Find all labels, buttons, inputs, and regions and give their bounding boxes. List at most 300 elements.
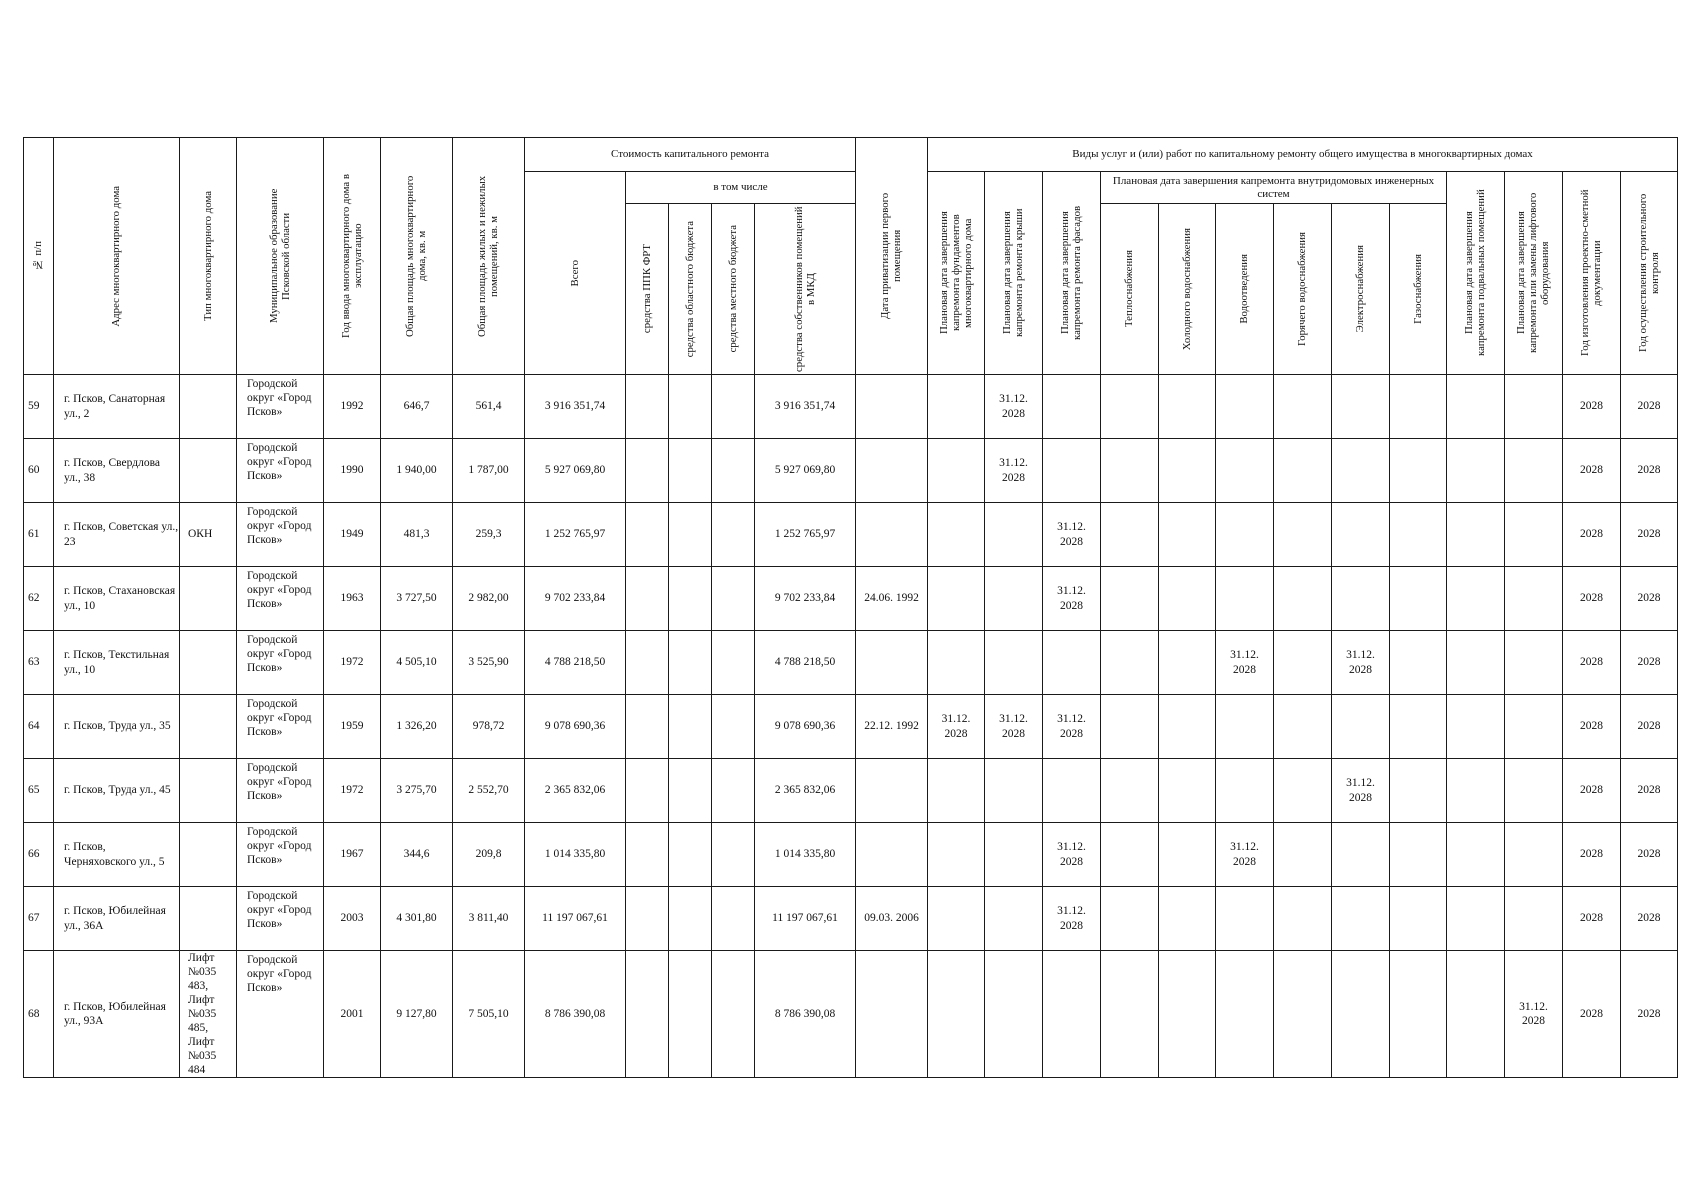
cell-local-budget	[712, 887, 755, 951]
header-privatization-date: Дата приватизации первого помещения	[856, 138, 928, 375]
cell-privatization-date: 24.06. 1992	[856, 567, 928, 631]
cell-owners-funds: 2 365 832,06	[755, 759, 856, 823]
cell-municipality: Городской округ «Город Псков»	[237, 695, 324, 759]
cell-municipality: Городской округ «Город Псков»	[237, 503, 324, 567]
cell-construction-control-year: 2028	[1621, 887, 1678, 951]
cell-basement	[1447, 567, 1505, 631]
cell-design-docs-year: 2028	[1563, 823, 1621, 887]
cell-ppk-frt	[626, 695, 669, 759]
cell-gas	[1390, 887, 1447, 951]
cell-foundation	[928, 887, 985, 951]
cell-hot-water	[1274, 439, 1332, 503]
cell-foundation	[928, 759, 985, 823]
cell-ppk-frt	[626, 503, 669, 567]
header-works-group: Виды услуг и (или) работ по капитальному ремонту общего имущества в многоквартирных домах	[928, 138, 1678, 172]
cell-municipality: Городской округ «Город Псков»	[237, 375, 324, 439]
header-address: Адрес многоквартирного дома	[54, 138, 180, 375]
cell-hot-water	[1274, 887, 1332, 951]
cell-electricity	[1332, 375, 1390, 439]
cell-gas	[1390, 759, 1447, 823]
cell-municipality: Городской округ «Город Псков»	[237, 631, 324, 695]
cell-basement	[1447, 503, 1505, 567]
cell-num: 67	[24, 887, 54, 951]
cell-living-area: 1 787,00	[453, 439, 525, 503]
cell-elevator	[1505, 759, 1563, 823]
cell-drainage	[1216, 375, 1274, 439]
cell-hot-water	[1274, 823, 1332, 887]
header-regional-budget: средства областного бюджета	[669, 204, 712, 375]
cell-cold-water	[1159, 759, 1216, 823]
cell-year-built: 2001	[324, 951, 381, 1078]
cell-elevator	[1505, 823, 1563, 887]
cell-basement	[1447, 695, 1505, 759]
header-local-budget: средства местного бюджета	[712, 204, 755, 375]
cell-electricity	[1332, 887, 1390, 951]
header-year-built: Год ввода многоквартирного дома в эксплуатацию	[324, 138, 381, 375]
cell-electricity	[1332, 567, 1390, 631]
cell-privatization-date	[856, 375, 928, 439]
cell-heat	[1101, 951, 1159, 1078]
cell-total-area: 1 326,20	[381, 695, 453, 759]
cell-design-docs-year: 2028	[1563, 567, 1621, 631]
cell-year-built: 1967	[324, 823, 381, 887]
cell-owners-funds: 9 702 233,84	[755, 567, 856, 631]
cell-owners-funds: 8 786 390,08	[755, 951, 856, 1078]
cell-facade	[1043, 951, 1101, 1078]
cell-total-area: 344,6	[381, 823, 453, 887]
cell-municipality: Городской округ «Город Псков»	[237, 823, 324, 887]
cell-ppk-frt	[626, 823, 669, 887]
header-engineering-group: Плановая дата завершения капремонта внутридомовых инженерных систем	[1101, 172, 1447, 204]
cell-regional-budget	[669, 695, 712, 759]
header-cold-water: Холодного водоснабжения	[1159, 204, 1216, 375]
header-type: Тип многоквартирного дома	[180, 138, 237, 375]
cell-foundation	[928, 503, 985, 567]
cell-owners-funds: 3 916 351,74	[755, 375, 856, 439]
header-owners-funds: средства собственников помещений в МКД	[755, 204, 856, 375]
cell-total: 8 786 390,08	[525, 951, 626, 1078]
cell-roof: 31.12. 2028	[985, 375, 1043, 439]
cell-total-area: 646,7	[381, 375, 453, 439]
cell-basement	[1447, 759, 1505, 823]
cell-total: 3 916 351,74	[525, 375, 626, 439]
cell-drainage	[1216, 503, 1274, 567]
header-elevator: Плановая дата завершения капремонта или замены лифтового оборудования	[1505, 172, 1563, 375]
cell-elevator	[1505, 375, 1563, 439]
cell-drainage	[1216, 567, 1274, 631]
cell-address: г. Псков, Черняховского ул., 5	[54, 823, 180, 887]
cell-ppk-frt	[626, 375, 669, 439]
cell-regional-budget	[669, 823, 712, 887]
cell-living-area: 978,72	[453, 695, 525, 759]
header-design-docs-year: Год изготовления проектно-сметной документации	[1563, 172, 1621, 375]
cell-construction-control-year: 2028	[1621, 951, 1678, 1078]
cell-owners-funds: 4 788 218,50	[755, 631, 856, 695]
cell-construction-control-year: 2028	[1621, 375, 1678, 439]
cell-total-area: 3 727,50	[381, 567, 453, 631]
cell-electricity	[1332, 823, 1390, 887]
cell-foundation	[928, 951, 985, 1078]
cell-hot-water	[1274, 631, 1332, 695]
cell-type	[180, 695, 237, 759]
cell-living-area: 3 811,40	[453, 887, 525, 951]
table-row	[24, 951, 1678, 1078]
table-header	[24, 138, 1678, 375]
cell-elevator	[1505, 631, 1563, 695]
cell-address: г. Псков, Труда ул., 35	[54, 695, 180, 759]
header-roof: Плановая дата завершения капремонта ремонта крыши	[985, 172, 1043, 375]
cell-living-area: 3 525,90	[453, 631, 525, 695]
table-body	[24, 375, 1678, 1078]
header-construction-control-year: Год осуществления строительного контроля	[1621, 172, 1678, 375]
cell-cold-water	[1159, 439, 1216, 503]
cell-design-docs-year: 2028	[1563, 951, 1621, 1078]
cell-num: 59	[24, 375, 54, 439]
cell-elevator: 31.12. 2028	[1505, 951, 1563, 1078]
cell-hot-water	[1274, 759, 1332, 823]
cell-roof	[985, 951, 1043, 1078]
cell-drainage: 31.12. 2028	[1216, 631, 1274, 695]
cell-regional-budget	[669, 439, 712, 503]
cell-total: 9 078 690,36	[525, 695, 626, 759]
cell-electricity	[1332, 695, 1390, 759]
cell-ppk-frt	[626, 567, 669, 631]
cell-drainage	[1216, 695, 1274, 759]
header-ppk-frt: средства ППК ФРТ	[626, 204, 669, 375]
cell-local-budget	[712, 631, 755, 695]
cell-privatization-date	[856, 631, 928, 695]
cell-year-built: 2003	[324, 887, 381, 951]
cell-basement	[1447, 887, 1505, 951]
cell-year-built: 1972	[324, 631, 381, 695]
cell-foundation	[928, 823, 985, 887]
cell-foundation	[928, 439, 985, 503]
cell-address: г. Псков, Труда ул., 45	[54, 759, 180, 823]
cell-ppk-frt	[626, 887, 669, 951]
table-row	[24, 823, 1678, 887]
cell-total: 5 927 069,80	[525, 439, 626, 503]
cell-design-docs-year: 2028	[1563, 631, 1621, 695]
cell-regional-budget	[669, 631, 712, 695]
cell-elevator	[1505, 887, 1563, 951]
cell-construction-control-year: 2028	[1621, 567, 1678, 631]
cell-type	[180, 375, 237, 439]
cell-ppk-frt	[626, 951, 669, 1078]
cell-gas	[1390, 631, 1447, 695]
cell-cold-water	[1159, 567, 1216, 631]
cell-owners-funds: 5 927 069,80	[755, 439, 856, 503]
cell-basement	[1447, 823, 1505, 887]
cell-drainage: 31.12. 2028	[1216, 823, 1274, 887]
cell-local-budget	[712, 375, 755, 439]
cell-owners-funds: 1 252 765,97	[755, 503, 856, 567]
cell-num: 68	[24, 951, 54, 1078]
header-municipality: Муниципальное образование Псковской области	[237, 138, 324, 375]
cell-design-docs-year: 2028	[1563, 759, 1621, 823]
cell-construction-control-year: 2028	[1621, 759, 1678, 823]
cell-hot-water	[1274, 567, 1332, 631]
cell-regional-budget	[669, 503, 712, 567]
cell-total: 9 702 233,84	[525, 567, 626, 631]
cell-living-area: 259,3	[453, 503, 525, 567]
cell-type	[180, 631, 237, 695]
cell-electricity	[1332, 503, 1390, 567]
cell-municipality: Городской округ «Город Псков»	[237, 567, 324, 631]
cell-electricity	[1332, 439, 1390, 503]
cell-living-area: 7 505,10	[453, 951, 525, 1078]
cell-gas	[1390, 567, 1447, 631]
cell-type: ОКН	[180, 503, 237, 567]
cell-elevator	[1505, 439, 1563, 503]
cell-local-budget	[712, 503, 755, 567]
cell-total-area: 9 127,80	[381, 951, 453, 1078]
cell-construction-control-year: 2028	[1621, 631, 1678, 695]
cell-total-area: 3 275,70	[381, 759, 453, 823]
cell-foundation	[928, 375, 985, 439]
cell-heat	[1101, 823, 1159, 887]
table-row	[24, 567, 1678, 631]
header-including: в том числе	[626, 172, 856, 204]
cell-hot-water	[1274, 951, 1332, 1078]
cell-address: г. Псков, Советская ул., 23	[54, 503, 180, 567]
cell-elevator	[1505, 567, 1563, 631]
cell-facade: 31.12. 2028	[1043, 823, 1101, 887]
cell-regional-budget	[669, 887, 712, 951]
cell-total-area: 1 940,00	[381, 439, 453, 503]
cell-num: 64	[24, 695, 54, 759]
cell-ppk-frt	[626, 759, 669, 823]
header-total-area: Общая площадь многоквартирного дома, кв. м	[381, 138, 453, 375]
cell-local-budget	[712, 823, 755, 887]
cell-facade: 31.12. 2028	[1043, 503, 1101, 567]
cell-basement	[1447, 439, 1505, 503]
cell-privatization-date: 22.12. 1992	[856, 695, 928, 759]
cell-gas	[1390, 503, 1447, 567]
cell-year-built: 1992	[324, 375, 381, 439]
cell-facade: 31.12. 2028	[1043, 567, 1101, 631]
header-heat: Теплоснабжения	[1101, 204, 1159, 375]
cell-electricity: 31.12. 2028	[1332, 631, 1390, 695]
cell-privatization-date	[856, 503, 928, 567]
cell-roof: 31.12. 2028	[985, 439, 1043, 503]
cell-gas	[1390, 695, 1447, 759]
cell-heat	[1101, 567, 1159, 631]
cell-facade	[1043, 759, 1101, 823]
cell-total: 1 014 335,80	[525, 823, 626, 887]
cell-municipality: Городской округ «Город Псков»	[237, 439, 324, 503]
cell-cold-water	[1159, 695, 1216, 759]
cell-year-built: 1959	[324, 695, 381, 759]
cell-type	[180, 823, 237, 887]
cell-heat	[1101, 759, 1159, 823]
cell-address: г. Псков, Свердлова ул., 38	[54, 439, 180, 503]
cell-cold-water	[1159, 951, 1216, 1078]
cell-electricity: 31.12. 2028	[1332, 759, 1390, 823]
cell-municipality: Городской округ «Город Псков»	[237, 759, 324, 823]
cell-design-docs-year: 2028	[1563, 695, 1621, 759]
cell-drainage	[1216, 759, 1274, 823]
cell-hot-water	[1274, 695, 1332, 759]
cell-foundation	[928, 567, 985, 631]
cell-drainage	[1216, 887, 1274, 951]
cell-construction-control-year: 2028	[1621, 823, 1678, 887]
cell-total-area: 481,3	[381, 503, 453, 567]
header-hot-water: Горячего водоснабжения	[1274, 204, 1332, 375]
cell-ppk-frt	[626, 439, 669, 503]
cell-roof	[985, 631, 1043, 695]
cell-design-docs-year: 2028	[1563, 887, 1621, 951]
cell-construction-control-year: 2028	[1621, 695, 1678, 759]
cell-owners-funds: 11 197 067,61	[755, 887, 856, 951]
cell-total: 2 365 832,06	[525, 759, 626, 823]
cell-design-docs-year: 2028	[1563, 503, 1621, 567]
cell-type: Лифт №035 483, Лифт №035 485, Лифт №035 484	[180, 951, 237, 1078]
table-row	[24, 695, 1678, 759]
cell-construction-control-year: 2028	[1621, 439, 1678, 503]
cell-design-docs-year: 2028	[1563, 439, 1621, 503]
cell-privatization-date	[856, 759, 928, 823]
cell-local-budget	[712, 759, 755, 823]
cell-basement	[1447, 375, 1505, 439]
cell-total-area: 4 505,10	[381, 631, 453, 695]
header-foundation: Плановая дата завершения капремонта фундаментов многоквартирного дома	[928, 172, 985, 375]
cell-drainage	[1216, 951, 1274, 1078]
cell-heat	[1101, 439, 1159, 503]
header-drainage: Водоотведения	[1216, 204, 1274, 375]
cell-roof	[985, 759, 1043, 823]
cell-roof	[985, 503, 1043, 567]
cell-gas	[1390, 375, 1447, 439]
cell-local-budget	[712, 567, 755, 631]
cell-hot-water	[1274, 375, 1332, 439]
cell-basement	[1447, 631, 1505, 695]
cell-gas	[1390, 439, 1447, 503]
cell-facade: 31.12. 2028	[1043, 887, 1101, 951]
cell-num: 62	[24, 567, 54, 631]
cell-heat	[1101, 375, 1159, 439]
cell-owners-funds: 1 014 335,80	[755, 823, 856, 887]
cell-heat	[1101, 695, 1159, 759]
cell-address: г. Псков, Юбилейная ул., 36А	[54, 887, 180, 951]
cell-local-budget	[712, 695, 755, 759]
header-facade: Плановая дата завершения капремонта ремонта фасадов	[1043, 172, 1101, 375]
cell-privatization-date	[856, 823, 928, 887]
cell-regional-budget	[669, 375, 712, 439]
cell-type	[180, 567, 237, 631]
cell-type	[180, 759, 237, 823]
cell-total: 4 788 218,50	[525, 631, 626, 695]
cell-roof	[985, 823, 1043, 887]
header-living-area: Общая площадь жилых и нежилых помещений, кв. м	[453, 138, 525, 375]
cell-ppk-frt	[626, 631, 669, 695]
table-row	[24, 375, 1678, 439]
table-row	[24, 759, 1678, 823]
header-gas: Газоснабжения	[1390, 204, 1447, 375]
cell-num: 60	[24, 439, 54, 503]
cell-privatization-date	[856, 951, 928, 1078]
header-basement: Плановая дата завершения капремонта подвальных помещений	[1447, 172, 1505, 375]
cell-heat	[1101, 887, 1159, 951]
cell-facade	[1043, 631, 1101, 695]
cell-electricity	[1332, 951, 1390, 1078]
cell-total: 11 197 067,61	[525, 887, 626, 951]
table-row	[24, 439, 1678, 503]
cell-living-area: 209,8	[453, 823, 525, 887]
cell-local-budget	[712, 951, 755, 1078]
cell-total-area: 4 301,80	[381, 887, 453, 951]
cell-facade	[1043, 439, 1101, 503]
cell-year-built: 1990	[324, 439, 381, 503]
cell-elevator	[1505, 503, 1563, 567]
cell-num: 66	[24, 823, 54, 887]
cell-living-area: 2 552,70	[453, 759, 525, 823]
cell-gas	[1390, 823, 1447, 887]
cell-heat	[1101, 503, 1159, 567]
cell-type	[180, 887, 237, 951]
cell-living-area: 2 982,00	[453, 567, 525, 631]
cell-num: 65	[24, 759, 54, 823]
cell-construction-control-year: 2028	[1621, 503, 1678, 567]
cell-address: г. Псков, Текстильная ул., 10	[54, 631, 180, 695]
cell-municipality: Городской округ «Город Псков»	[237, 887, 324, 951]
cell-roof: 31.12. 2028	[985, 695, 1043, 759]
cell-foundation: 31.12. 2028	[928, 695, 985, 759]
cell-privatization-date: 09.03. 2006	[856, 887, 928, 951]
header-total: Всего	[525, 172, 626, 375]
cell-cold-water	[1159, 375, 1216, 439]
table-row	[24, 503, 1678, 567]
cell-address: г. Псков, Стахановская ул., 10	[54, 567, 180, 631]
cell-basement	[1447, 951, 1505, 1078]
cell-elevator	[1505, 695, 1563, 759]
cell-privatization-date	[856, 439, 928, 503]
cell-local-budget	[712, 439, 755, 503]
table-row	[24, 887, 1678, 951]
cell-type	[180, 439, 237, 503]
cell-num: 63	[24, 631, 54, 695]
cell-facade: 31.12. 2028	[1043, 695, 1101, 759]
header-electricity: Электроснабжения	[1332, 204, 1390, 375]
cell-cold-water	[1159, 887, 1216, 951]
cell-year-built: 1972	[324, 759, 381, 823]
table-row	[24, 631, 1678, 695]
header-cost-group: Стоимость капитального ремонта	[525, 138, 856, 172]
header-num: № п/п	[24, 138, 54, 375]
cell-roof	[985, 567, 1043, 631]
cell-owners-funds: 9 078 690,36	[755, 695, 856, 759]
cell-year-built: 1949	[324, 503, 381, 567]
cell-drainage	[1216, 439, 1274, 503]
cell-address: г. Псков, Санаторная ул., 2	[54, 375, 180, 439]
cell-hot-water	[1274, 503, 1332, 567]
cell-living-area: 561,4	[453, 375, 525, 439]
capital-repair-table	[23, 137, 1678, 1078]
cell-year-built: 1963	[324, 567, 381, 631]
cell-num: 61	[24, 503, 54, 567]
cell-regional-budget	[669, 759, 712, 823]
cell-total: 1 252 765,97	[525, 503, 626, 567]
cell-design-docs-year: 2028	[1563, 375, 1621, 439]
cell-address: г. Псков, Юбилейная ул., 93А	[54, 951, 180, 1078]
cell-cold-water	[1159, 823, 1216, 887]
cell-municipality: Городской округ «Город Псков»	[237, 951, 324, 1078]
cell-regional-budget	[669, 567, 712, 631]
cell-cold-water	[1159, 503, 1216, 567]
cell-gas	[1390, 951, 1447, 1078]
cell-foundation	[928, 631, 985, 695]
cell-roof	[985, 887, 1043, 951]
cell-cold-water	[1159, 631, 1216, 695]
